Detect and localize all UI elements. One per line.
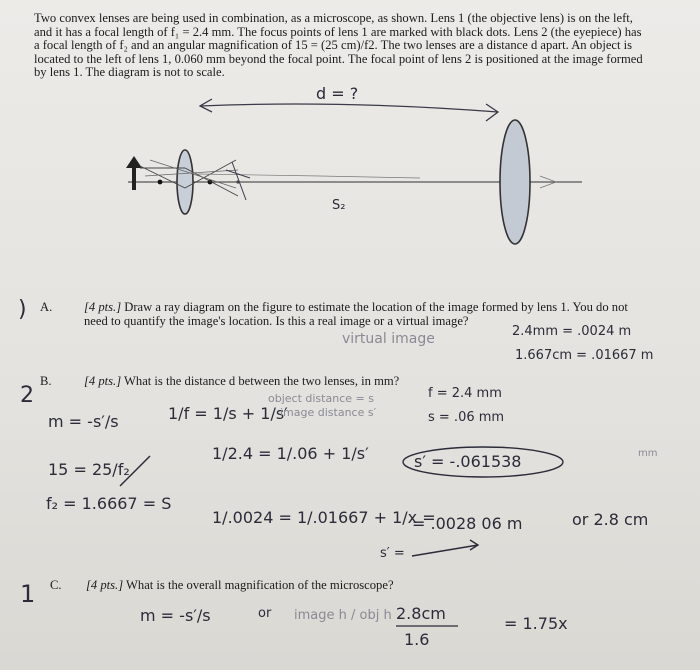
focal-length-2: f₂ = 1.6667 = S xyxy=(46,494,172,513)
magnification-formula: m = -s′/s xyxy=(48,412,119,431)
score-mark-b: 2 xyxy=(20,383,34,408)
magnification-formula-c: m = -s′/s xyxy=(140,606,211,625)
magnification-result: = 1.75x xyxy=(504,614,568,633)
question-a-line: Draw a ray diagram on the figure to estimate the location of the image formed by lens 1. You do not xyxy=(124,300,628,314)
magnification-denominator: 1.6 xyxy=(404,630,430,649)
question-c-points: [4 pts.] xyxy=(86,578,124,592)
lens-equation-values: 1/2.4 = 1/.06 + 1/s′ xyxy=(212,444,369,463)
units-note: mm xyxy=(638,448,658,459)
question-a-points: [4 pts.] xyxy=(84,300,122,314)
intro-line: Two convex lenses are being used in combination, as a microscope, as shown. Lens 1 (the objective lens) is on the left, xyxy=(34,11,633,25)
work-a-1: 2.4mm = .0024 m xyxy=(512,324,632,339)
distance-label: d = ? xyxy=(316,84,359,103)
question-a-label: A. xyxy=(40,300,53,314)
score-mark-c: 1 xyxy=(20,580,36,608)
note-image-distance: image distance s′ xyxy=(280,406,377,419)
answer-a: virtual image xyxy=(342,331,435,347)
question-b-prompt: What is the distance d between the two lenses, in mm? xyxy=(124,374,400,388)
eyepiece-equation: 15 = 25/f₂ xyxy=(48,460,130,479)
or-text: or xyxy=(258,606,272,621)
question-c-prompt: What is the overall magnification of the microscope? xyxy=(126,578,394,592)
question-b-points: [4 pts.] xyxy=(84,374,122,388)
intro-line: a focal length of f₂ and an angular magnification of 15 = (25 cm)/f2. The two lenses are a distance d apart. An object is xyxy=(34,38,633,53)
intro-line: located to the left of lens 1, 0.060 mm beyond the focal point. The focal point of lens 2 is positioned at the image formed xyxy=(34,51,643,66)
note-object-distance: object distance = s xyxy=(268,392,374,405)
height-ratio: image h / obj h xyxy=(294,608,392,623)
s-prime-label: s′ = xyxy=(380,546,405,561)
score-mark-a: ) xyxy=(18,297,27,322)
work-b-f: f = 2.4 mm xyxy=(428,386,502,401)
work-b-s: s = .06 mm xyxy=(428,410,505,425)
magnification-numerator: 2.8cm xyxy=(396,604,446,623)
boxed-result: s′ = -.061538 xyxy=(414,452,522,471)
intro-line: by lens 1. The diagram is not to scale. xyxy=(34,65,225,80)
question-c-label: C. xyxy=(50,578,62,592)
question-b-label: B. xyxy=(40,374,52,388)
question-a-line: need to quantify the image's location. Is this a real image or a virtual image? xyxy=(84,314,469,328)
result-cm: or 2.8 cm xyxy=(572,510,649,529)
result-meters: = .0028 06 m xyxy=(412,514,523,533)
work-a-2: 1.667cm = .01667 m xyxy=(515,348,654,363)
lens-equation: 1/f = 1/s + 1/s′ xyxy=(168,404,288,423)
intro-line: and it has a focal length of f₁ = 2.4 mm. The focus points of lens 1 are marked with black dots. Lens 2 (the eyepiece) has xyxy=(34,24,642,39)
s2-label: S₂ xyxy=(332,198,346,213)
lens-equation-meters: 1/.0024 = 1/.01667 + 1/x = xyxy=(212,508,436,527)
